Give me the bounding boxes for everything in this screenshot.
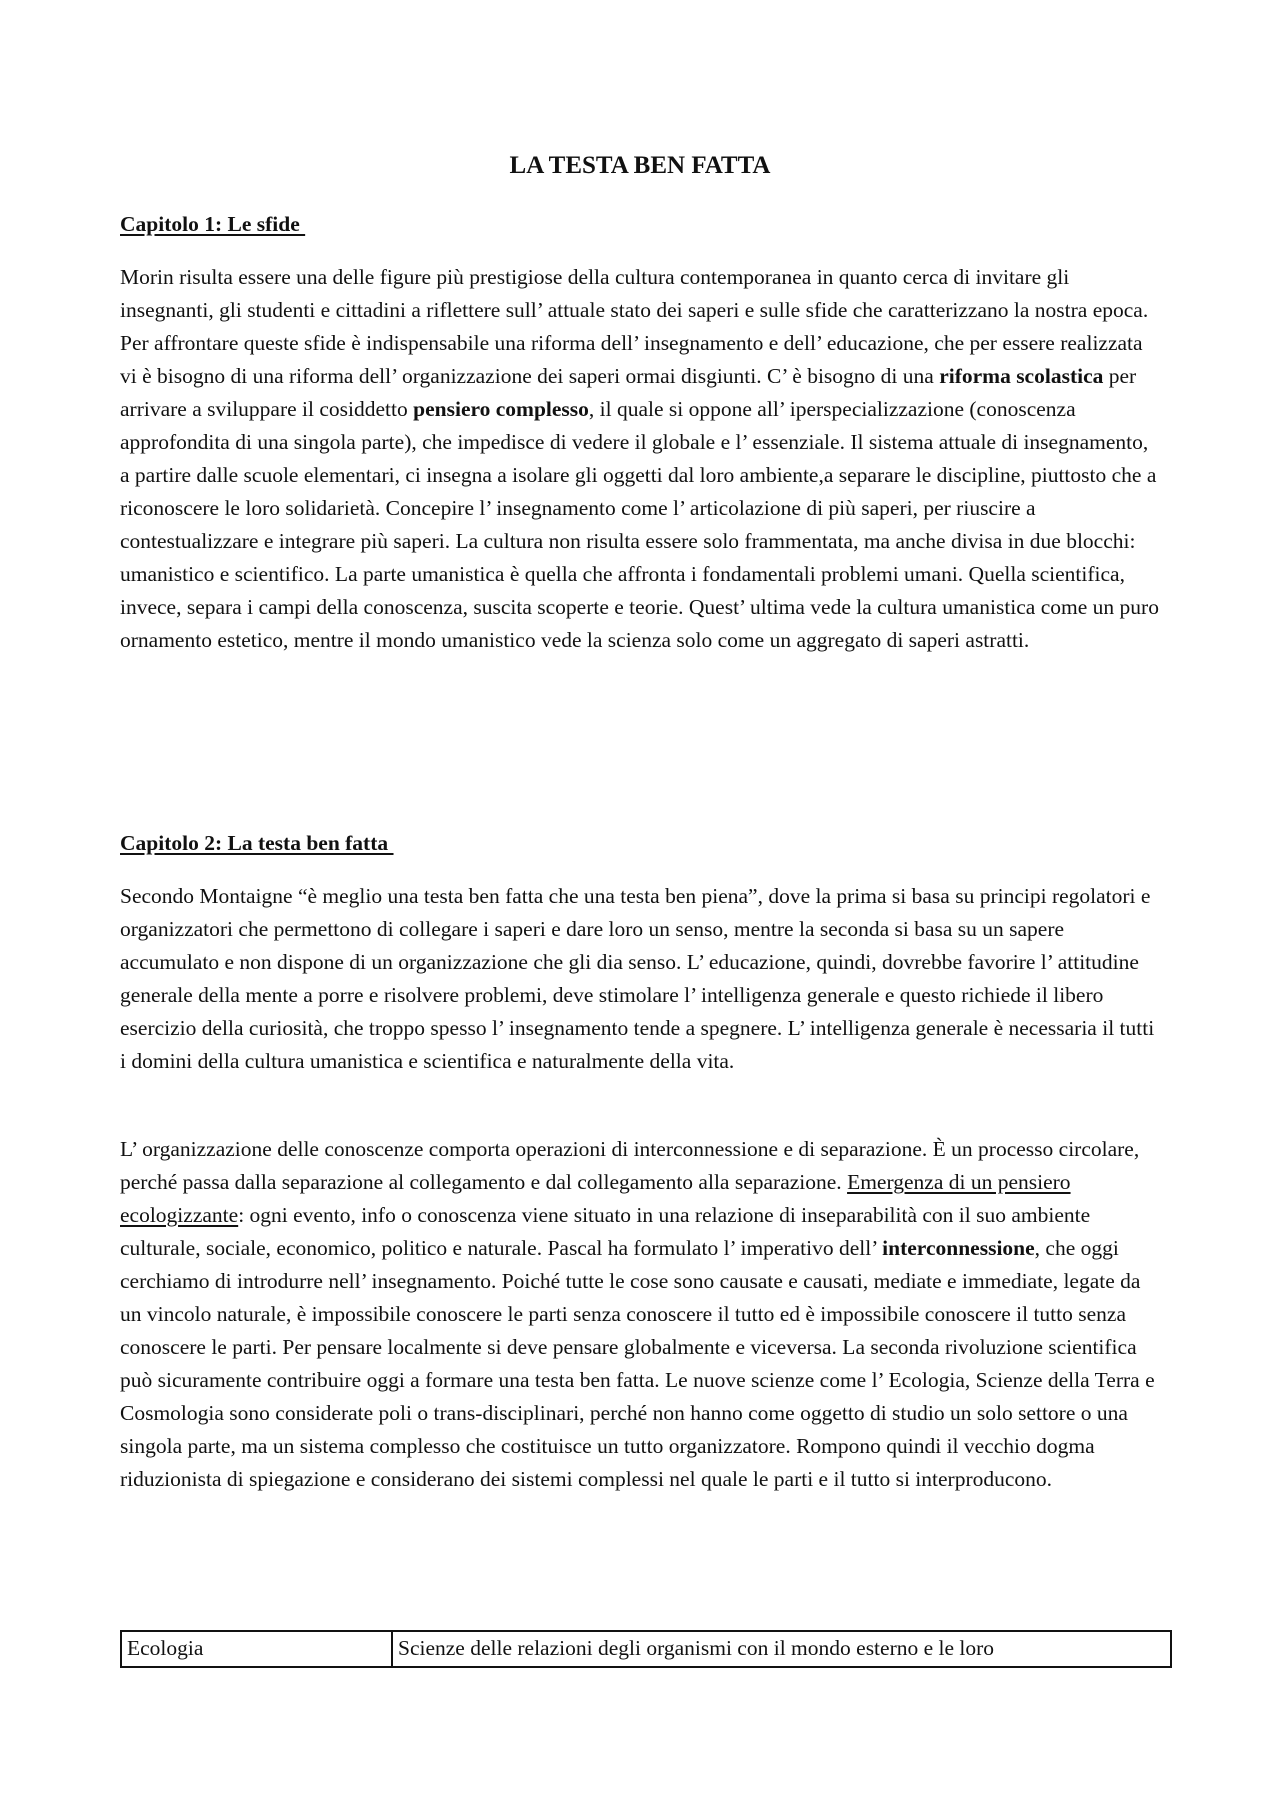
text-run: , il quale si oppone all’ iperspecializzazione (conoscenza approfondita di una singola parte), che impedisce di vedere il globale e l’ essenziale. Il sistema attuale di insegnamento, a partire dalle scuole elementari, ci insegna a isolare gli oggetti dal loro ambiente,a separare le discipline, piuttosto che a riconoscere le loro solidarietà. Concepire l’ insegnamento come l’ articolazione di più saperi, per riuscire a contestualizzare e integrare più saperi. La cultura non risulta essere solo frammentata, ma anche divisa in due blocchi: umanistico e scientifico. La parte umanistica è quella che affronta i fondamentali problemi umani. Quella scientifica, invece, separa i campi della conoscenza, suscita scoperte e teorie. Quest’ ultima vede la cultura umanistica come un puro ornamento estetico, mentre il mondo umanistico vede la scienza solo come un aggregato di saperi astratti.: [120, 397, 1159, 652]
text-run: , che oggi cerchiamo di introdurre nell’ insegnamento. Poiché tutte le cose sono causate e causati, mediate e immediate, legate da un vincolo naturale, è impossibile conoscere le parti senza conoscere il tutto ed è impossibile conoscere il tutto senza conoscere le parti. Per pensare localmente si deve pensare globalmente e viceversa. La seconda rivoluzione scientifica può sicuramente contribuire oggi a formare una testa ben fatta. Le nuove scienze come l’ Ecologia, Scienze della Terra e Cosmologia sono considerate poli o trans-disciplinari, perché non hanno come oggetto di studio un solo settore o una singola parte, ma un sistema complesso che costituisce un tutto organizzatore. Rompono quindi il vecchio dogma riduzionista di spiegazione e considerano dei sistemi complessi nel quale le parti e il tutto si interproducono.: [120, 1236, 1155, 1491]
table-cell-term: Ecologia: [121, 1631, 392, 1667]
bold-term: interconnessione: [882, 1236, 1035, 1260]
text-run: L’ organizzazione delle conoscenze comporta operazioni di interconnessione e di separazione. È un processo circolare, perché passa dalla separazione al collegamento e dal collegamento alla separazione.: [120, 1137, 1140, 1194]
underlined-phrase: Emergenza di un pensiero ecologizzante: [120, 1170, 1071, 1227]
text-run: Secondo Montaigne “è meglio una testa ben fatta che una testa ben piena”, dove la prima si basa su principi regolatori e organizzatori che permettono di collegare i saperi e dare loro un senso, mentre la seconda si basa su un sapere accumulato e non dispone di un organizzazione che gli dia senso. L’ educazione, quindi, dovrebbe favorire l’ attitudine generale della mente a porre e risolvere problemi, deve stimolare l’ intelligenza generale e questo richiede il libero esercizio della curiosità, che troppo spesso l’ insegnamento tende a spegnere. L’ intelligenza generale è necessaria il tutti i domini della cultura umanistica e scientifica e naturalmente della vita.: [120, 884, 1155, 1073]
document-title: LA TESTA BEN FATTA: [509, 152, 771, 179]
chapter-2-paragraph-2: [120, 1133, 1160, 1496]
chapter-2-heading: Capitolo 2: La testa ben fatta: [120, 831, 394, 855]
definitions-table: [120, 1630, 1172, 1668]
text-run: : ogni evento, info o conoscenza viene situato in una relazione di inseparabilità con il suo ambiente culturale, sociale, economico, politico e naturale. Pascal ha formulato l’ imperativo dell’: [120, 1203, 1091, 1260]
table-cell-definition: Scienze delle relazioni degli organismi con il mondo esterno e le loro: [392, 1631, 1171, 1667]
text-run: Morin risulta essere una delle figure più prestigiose della cultura contemporanea in quanto cerca di invitare gli insegnanti, gli studenti e cittadini a riflettere sull’ attuale stato dei saperi e sulle sfide che caratterizzano la nostra epoca. Per affrontare queste sfide è indispensabile una riforma dell’ insegnamento e dell’ educazione, che per essere realizzata vi è bisogno di una riforma dell’ organizzazione dei saperi ormai disgiunti. C’ è bisogno di una: [120, 265, 1149, 388]
chapter-2-paragraph-1: [120, 880, 1160, 1078]
bold-term: riforma scolastica: [939, 364, 1104, 388]
chapter-1-paragraph: [120, 261, 1160, 657]
text-run: per arrivare a sviluppare il cosiddetto: [120, 364, 1137, 421]
table-row: [121, 1631, 1171, 1667]
bold-term: pensiero complesso: [413, 397, 589, 421]
chapter-1-heading: Capitolo 1: Le sfide: [120, 212, 306, 236]
